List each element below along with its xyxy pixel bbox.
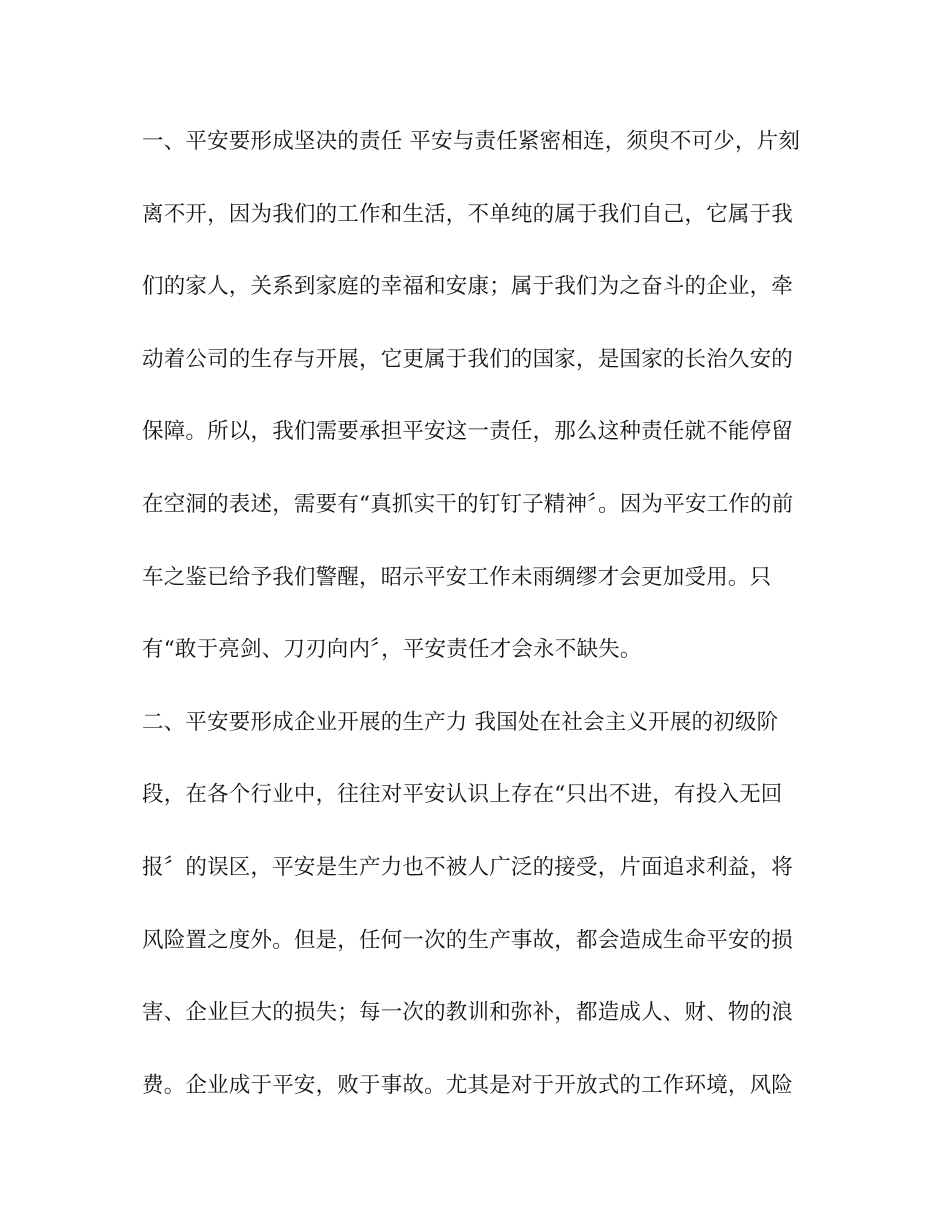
- text-line: 在空洞的表述，需要有“真抓实干的钉钉子精神〞。因为平安工作的前: [142, 491, 794, 517]
- text-line: 一、平安要形成坚决的责任 平安与责任紧密相连，须臾不可少，片刻: [142, 129, 801, 154]
- text-line: 车之鉴已给予我们警醒，昭示平安工作未雨绸缪才会更加受用。只: [142, 564, 772, 590]
- text-line: 保障。所以，我们需要承担平安这一责任，那么这种责任就不能停留: [142, 419, 794, 445]
- text-line: 费。企业成于平安，败于事故。尤其是对于开放式的工作环境，风险: [142, 1072, 794, 1098]
- text-line: 段，在各个行业中，往往对平安认识上存在“只出不进，有投入无回: [142, 782, 783, 808]
- text-line: 动着公司的生存与开展，它更属于我们的国家，是国家的长治久安的: [142, 346, 794, 372]
- text-line: 二、平安要形成企业开展的生产力 我国处在社会主义开展的初级阶: [142, 709, 779, 735]
- document-body: [142, 124, 812, 1140]
- text-line: 离不开，因为我们的工作和生活，不单纯的属于我们自己，它属于我: [142, 201, 794, 227]
- text-line: 们的家人，关系到家庭的幸福和安康；属于我们为之奋斗的企业，牵: [142, 274, 794, 300]
- text-line: 风险置之度外。但是，任何一次的生产事故，都会造成生命平安的损: [142, 927, 794, 953]
- text-line: 害、企业巨大的损失；每一次的教训和弥补，都造成人、财、物的浪: [142, 1000, 794, 1026]
- text-line: 有“敢于亮剑、刀刃向内〞，平安责任才会永不缺失。: [142, 637, 642, 663]
- text-line: 报〞的误区，平安是生产力也不被人广泛的接受，片面追求利益，将: [142, 854, 794, 880]
